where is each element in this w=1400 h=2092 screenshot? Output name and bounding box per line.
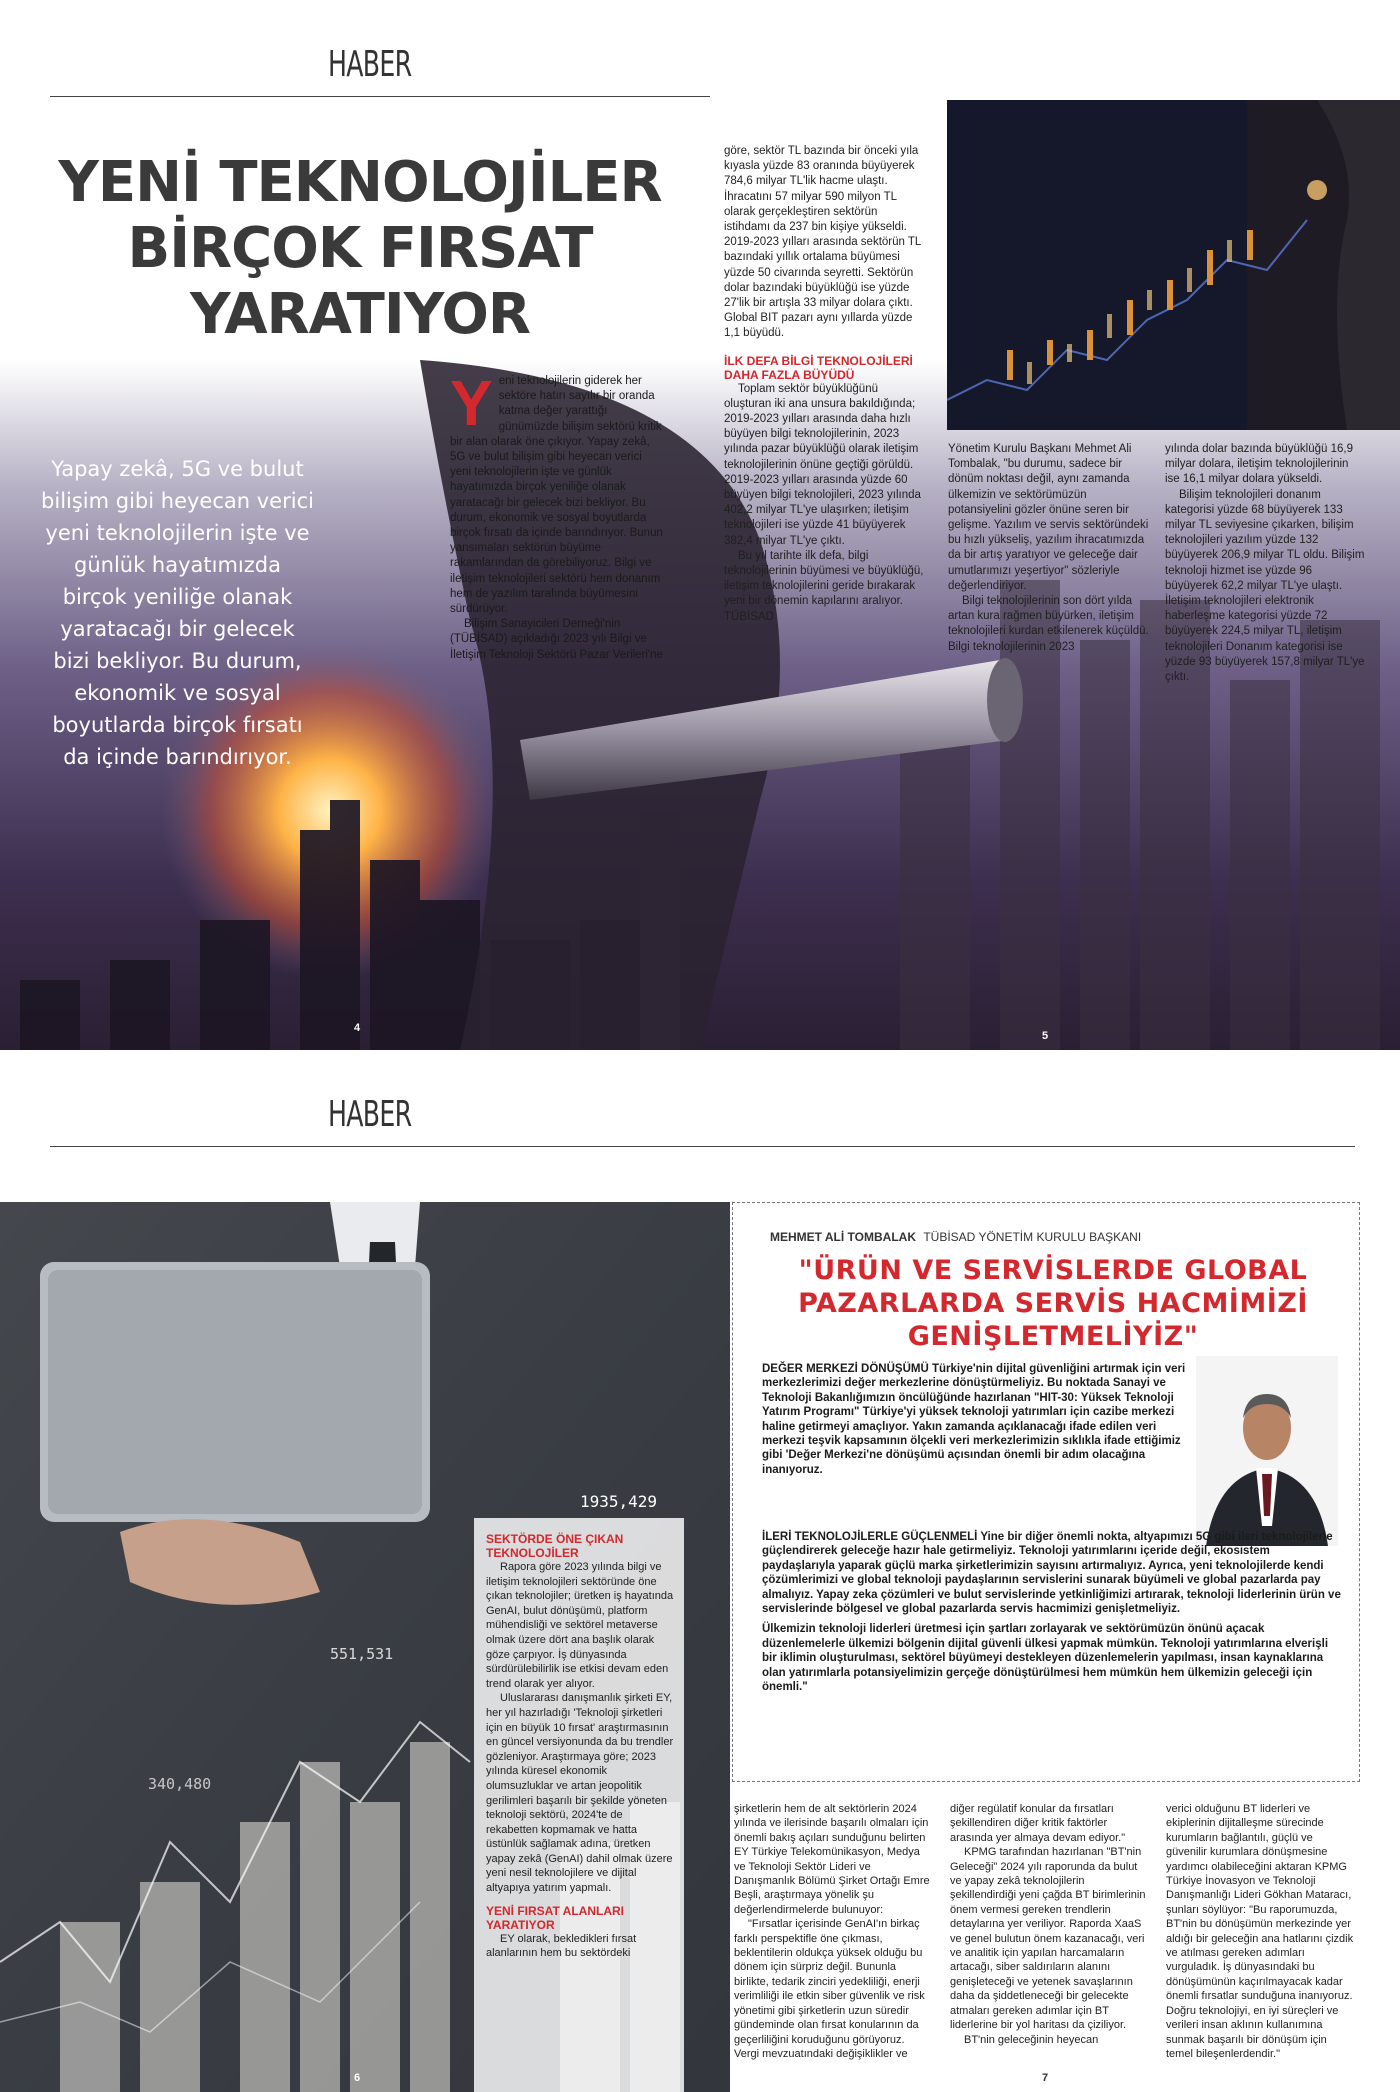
col4-paragraph-1: yılında dolar bazında büyüklüğü 16,9 milyar dolara, iletişim teknolojilerinin ise 16,1 milyar dolara yükseldi.: [1165, 443, 1353, 486]
page-number-6: 6: [354, 2072, 361, 2084]
article-column-3: [948, 442, 1150, 655]
spread-gap: [0, 1050, 1400, 1090]
stock-chart-photo: [947, 100, 1400, 430]
pull-quote: Yapay zekâ, 5G ve bulut bilişim gibi heyecan verici yeni teknolojilerin işte ve günlük hayatımızda birçok yeniliğe olanak yaratacağı bir gelecek bizi bekliyor. Bu durum, ekonomik ve sosyal boyutlarda birçok fırsatı da içinde barındırıyor.: [41, 457, 314, 769]
colA-paragraph-1: şirketlerin hem de alt sektörlerin 2024 yılında ve ilerisinde başarılı olmaları için önemli bakış açıları sunduğunu belirten EY Türkiye Telekomünikasyon, Medya ve Teknoloji Sektör Lideri ve Danışmanlık Bölümü Şirket Ortağı Emre Beşli, araştırmaya yönelik şu değerlendirmelerde bulunuyor:: [734, 1803, 930, 1916]
article-column-4: [1165, 442, 1365, 685]
article-column-1: [450, 367, 666, 663]
interview-text-1: Türkiye'nin dijital güvenliğini artırmak için veri merkezlerimizi değer merkezlerine dönüştürmeliyiz. Bu noktada Sanayi ve Teknoloji Bakanlığımızın öncülüğünde hazırlanan "HIT-30: Yüksek Teknoloji Yatırım Programı" Türkiye'yi yüksek teknoloji yatırımları için cazibe merkezi haline getirmeyi amaçlıyor. Yakın zamanda açıklanacağı ifade edilen veri merkezi teşvik kapsamının ölçekli veri merkezlerimizin sıklıkla ifade ettiğimiz gibi 'Değer Merkezi'ne dönüşümü açısından önemli bir adım olacağına inanıyoruz.: [762, 1363, 1186, 1476]
header-rule-right: [700, 96, 710, 97]
col2-paragraph-3: Bu yıl tarihte ilk defa, bilgi teknolojilerinin büyümesi ve büyüklüğü, iletişim teknolojilerini geride bırakarak yeni bir dönemin kapılarını aralıyor. TÜBİSAD: [724, 549, 924, 623]
col2-subheading: İLK DEFA BİLGİ TEKNOLOJİLERİ DAHA FAZLA BÜYÜDÜ: [724, 353, 913, 382]
page-number-4: 4: [354, 1022, 361, 1034]
col2-paragraph-2: Toplam sektör büyüklüğünü oluşturan iki ana unsura bakıldığında; 2019-2023 yılları arasında daha hızlı büyüyen bilgi teknolojilerinin, 2023 yılında pazar büyüklüğü olarak iletişim teknolojilerinin önüne geçtiği görüldü. 2019-2023 yılları arasında yüzde 60 büyüyen bilgi teknolojileri, 2023 yılında 402,2 milyar TL'ye ulaşırken; iletişim teknolojileri ise yüzde 41 büyüyerek 382,4 milyar TL'ye çıktı.: [724, 382, 921, 547]
colC-paragraph-1: verici olduğunu BT liderleri ve ekiplerinin dijitalleşme sürecinde kurumların bağlantılı, güçlü ve güvenilir kurumlara dönüşmesine yardımcı olabileceğini aktaran KPMG Türkiye İnovasyon ve Teknoloji Danışmanlığı Lideri Gökhan Mataracı, şunları söylüyor: "Bu raporumuzda, BT'nin bu dönüşümün merkezinde yer aldığı bir geleceğin ana hatlarını çizdik ve atılması gereken adımları vurguladık. İş dünyasındaki bu dönüşümünün kaçırılmayacak kadar önemli fırsatlar sunduğuna inanıyoruz. Doğru teknolojiyi, en iyi süreçleri ve verileri insan aklının kullanımına sunmak başarılı bir dönüşüm için temel bileşenlerdendir.": [1166, 1803, 1354, 2060]
bottom-spread: [0, 1090, 1400, 2092]
article-column-b: [950, 1802, 1146, 2047]
portrait-illustration: [1196, 1356, 1338, 1546]
chart-number-2: 551,531: [330, 1645, 394, 1663]
box-paragraph-2: Uluslararası danışmanlık şirketi EY, her yıl hazırladığı 'Teknoloji şirketleri için en büyük 10 fırsat' araştırmasının en güncel versiyonunda da bu trendler gözleniyor. Araştırmaya göre; 2023 yılında küresel ekonomik olumsuzluklar ve artan jeopolitik gerilimleri başarılı bir şekilde yöneten teknoloji sektörü, 2024'te de rekabetten kopmamak ve hatta üstünlük sağlamak adına, üretken yapay zekâ (GenAI) dahil olmak üzere yeni nesil teknolojilere ve dijital altyapıya yatırım yapmalı.: [486, 1692, 674, 1895]
article-column-a: [734, 1802, 930, 2061]
interview-title: "ÜRÜN VE SERVİSLERDE GLOBAL PAZARLARDA SERVİS HACMİMİZİ GENİŞLETMELİYİZ": [798, 1255, 1308, 1352]
chart-number-1: 1935,429: [580, 1492, 658, 1511]
interview-paragraph-2: [762, 1530, 1342, 1616]
interview-body-wide: [762, 1530, 1342, 1694]
col1-paragraph-2: Bilişim Sanayicileri Derneği'nin (TÜBİSAD) açıkladığı 2023 yılı Bilgi ve İletişim Teknoloji Sektörü Pazar Verileri'ne: [450, 618, 663, 661]
section-label-left: HABER: [328, 44, 412, 85]
col1-paragraph-1: eni teknolojilerin giderek her sektöre hatırı sayılır bir oranda katma değer yarattığı günümüzde bilişim sektörü kritik bir alan olarak öne çıkıyor. Yapay zekâ, 5G ve bulut bilişim gibi heyecan verici yeni teknolojilerin işte ve günlük hayatımızda birçok yeniliğe olanak yaratacağı bir gelecek bizi bekliyor. Bu durum, ekonomik ve sosyal boyutlarda birçok fırsatı da içinde barındırıyor. Bunun yansımaları sektörün büyüme rakamlarından da görebiliyoruz. Bilgi ve iletişim teknolojileri sektörü hem donanım hem de yazılım tarafında büyümesini sürdürüyor.: [450, 375, 663, 616]
article-column-2: [724, 144, 924, 625]
title-line-1: YENİ TEKNOLOJİLER: [58, 150, 662, 215]
header-rule: [50, 96, 700, 97]
chart-number-3: 340,480: [148, 1775, 212, 1793]
colA-paragraph-2: "Fırsatlar içerisinde GenAI'ın birkaç farklı perspektifle öne çıkması, beklentilerin oldukça yüksek olduğu bu dönem için sürpriz değil. Bununla birlikte, tedarik zinciri yedekliliği, enerji verimliliği ile etkin siber güvenlik ve risk yönetimi gibi şirketlerin uzun süredir gündeminde olan fırsat konularının da geçerliliğini koruduğunu görüyoruz. Vergi mevzuatındaki değişiklikler ve: [734, 1918, 925, 2060]
section-label-left: HABER: [328, 1094, 412, 1135]
col4-paragraph-2: Bilişim teknolojileri donanım kategorisi yüzde 68 büyüyerek 133 milyar TL seviyesine çıkarken, bilişim teknolojileri yazılım yüzde 132 büyüyerek 206,9 milyar TL oldu. Bilişim teknoloji hizmet ise yüzde 96 büyüyerek 62,2 milyar TL'ye ulaştı. İletişim teknolojileri elektronik haberleşme kategorisi yüzde 72 büyüyerek 224,5 milyar TL, iletişim teknolojileri Donanım kategorisi ise yüzde 93 büyüyerek 157,8 milyar TL'ye çıktı.: [1165, 488, 1365, 684]
article-column-c: [1166, 1802, 1356, 2061]
article-title: [40, 150, 680, 348]
interview-name: MEHMET ALİ TOMBALAK: [770, 1230, 916, 1244]
box-paragraph-1: Rapora göre 2023 yılında bilgi ve iletişim teknolojileri sektöründe öne çıkan teknolojiler; üretken iş hayatında GenAI, bulut dönüşümü, platform mühendisliği ve sektörel metaverse olmak üzere dört ana başlık olarak göze çarpıyor. İş dünyasında sürdürülebilirlik ise etkisi devam eden trend olarak yer alıyor.: [486, 1561, 674, 1690]
portrait-photo: [1196, 1356, 1338, 1546]
colB-paragraph-3: BT'nin geleceğinin heyecan: [964, 2033, 1099, 2046]
title-line-2: BİRÇOK FIRSAT: [127, 216, 593, 281]
box-paragraph-3: EY olarak, beklediklerі fırsat alanlarının hem bu sektördeki: [486, 1932, 637, 1960]
header-rule-right: [700, 1146, 1355, 1147]
interview-lead-2: İLERİ TEKNOLOJİLERLE GÜÇLENMELİ: [762, 1531, 978, 1543]
interview-text-2: Yine bir diğer önemli nokta, altyapımızı 5G gibi ileri teknolojilerle güçlendirerek geleceğe hazır hale getirmeliyiz. Teknoloji yatırımlarını içeride değil, ekosistem paydaşlarıyla yaparak güçlü marka şirketlerimizin sayısını artırmalıyız. Ayrıca, yeni teknolojilerde kendi çözümlerimizi ve global teknoloji paydaşlarının servislerini sunarak büyümeli ve global pazarlarda pay almalıyız. Yapay zeka çözümleri ve bulut servislerinde yetkinliğimizi artırarak, teknoloji liderlerinin ürün ve servislerinde bölgesel ve global pazarlarda servis hacmimizi genişletmeliyiz.: [762, 1531, 1341, 1616]
page-number-7: 7: [1042, 2072, 1049, 2084]
interview-paragraph-3: Ülkemizin teknoloji liderleri üretmesi için şartları zorlayarak ve sektörümüzün önünü açacak düzenlemelerle ülkemizi bölgenin dijital güvenli ülkesi yapmak mümkün. Teknoloji yatırımlarına elverişli bir iklimin oluşturulması, sektörel büyümeyi destekleyen düzenlemelerin yapılması, insan kaynaklarına olan yatırımlarla potansiyelimizin gerçeğe dönüştürülmesi hem mümkün hem ülkemizin geleceği için önemli.": [762, 1623, 1329, 1694]
sidebar-text-box: [474, 1518, 684, 2092]
dropcap: Y: [450, 367, 493, 439]
interview-lead-1: DEĞER MERKEZİ DÖNÜŞÜMÜ: [762, 1363, 929, 1375]
header-rule: [50, 1146, 700, 1147]
interview-byline: [770, 1230, 1141, 1244]
interview-body: [762, 1362, 1187, 1477]
box-subheading-2: YENİ FIRSAT ALANLARI YARATIYOR: [486, 1903, 624, 1932]
page-number-5: 5: [1042, 1030, 1049, 1042]
colB-paragraph-1: diğer regülatif konular da fırsatları şekillendiren diğer kritik faktörler arasında yer almaya devam ediyor.": [950, 1803, 1126, 1844]
col3-paragraph-2: Bilgi teknolojilerinin son dört yılda artan kura rağmen büyürken, iletişim teknolojileri kurdan etkilenerek küçüldü. Bilgi teknolojilerinin 2023: [948, 595, 1149, 653]
col2-paragraph-1: göre, sektör TL bazında bir önceki yıla kıyasla yüzde 83 oranında büyüyerek 784,6 milyar TL'lik hacme ulaştı. İhracatını 57 milyar 590 milyon TL olarak gerçekleştiren sektörün istihdamı da 237 bin kişiye yükseldi. 2019-2023 yılları arasında sektörün TL bazındaki yıllık ortalama büyümesi yüzde 50 civarında seyretti. Sektörün dolar bazındaki büyüklüğü ise yüzde 27'lik bir artışla 33 milyar dolara çıktı. Global BIT pazarı aynı yıllarda yüzde 1,1 büyüdü.: [724, 145, 921, 340]
candlestick-illustration: [947, 100, 1400, 430]
title-line-3: YARATIYOR: [190, 282, 530, 347]
col3-paragraph-1: Yönetim Kurulu Başkanı Mehmet Ali Tombalak, "bu durumu, sadece bir dönüm noktası değil, aynı zamanda ülkemizin ve sektörümüzün potansiyelini gözler önüne seren bir gelişme. Yazılım ve servis sektöründeki bu hızlı yükseliş, yazılım ihracatımızda da bir artış yaratıyor ve geleceğe dair umutlarımızı yeşertiyor" sözleriyle değerlendiriyor.: [948, 443, 1149, 592]
interview-role: TÜBİSAD YÖNETİM KURULU BAŞKANI: [923, 1230, 1142, 1244]
colB-paragraph-2: KPMG tarafından hazırlanan "BT'nin Geleceği" 2024 yılı raporunda da bulut ve yapay zekâ teknolojilerin şekillendirdiği yeni çağda BT birimlerinin önem vermesi gereken trendlerin detaylarına yer veriliyor. Raporda XaaS ve genel bulutun önem kazanacağı, veri ve analitik için yapılan harcamaların artacağı, siber saldırıların alanını genişleteceği ve yetenek savaşlarının daha da şiddetleneceği bir gelecekte atmaları gereken adımlar için BT liderlerine bir yol haritası da çiziliyor.: [950, 1846, 1146, 2032]
box-subheading-1: SEKTÖRDE ÖNE ÇIKAN TEKNOLOJİLER: [486, 1532, 624, 1560]
interview-paragraph-1: [762, 1362, 1187, 1477]
